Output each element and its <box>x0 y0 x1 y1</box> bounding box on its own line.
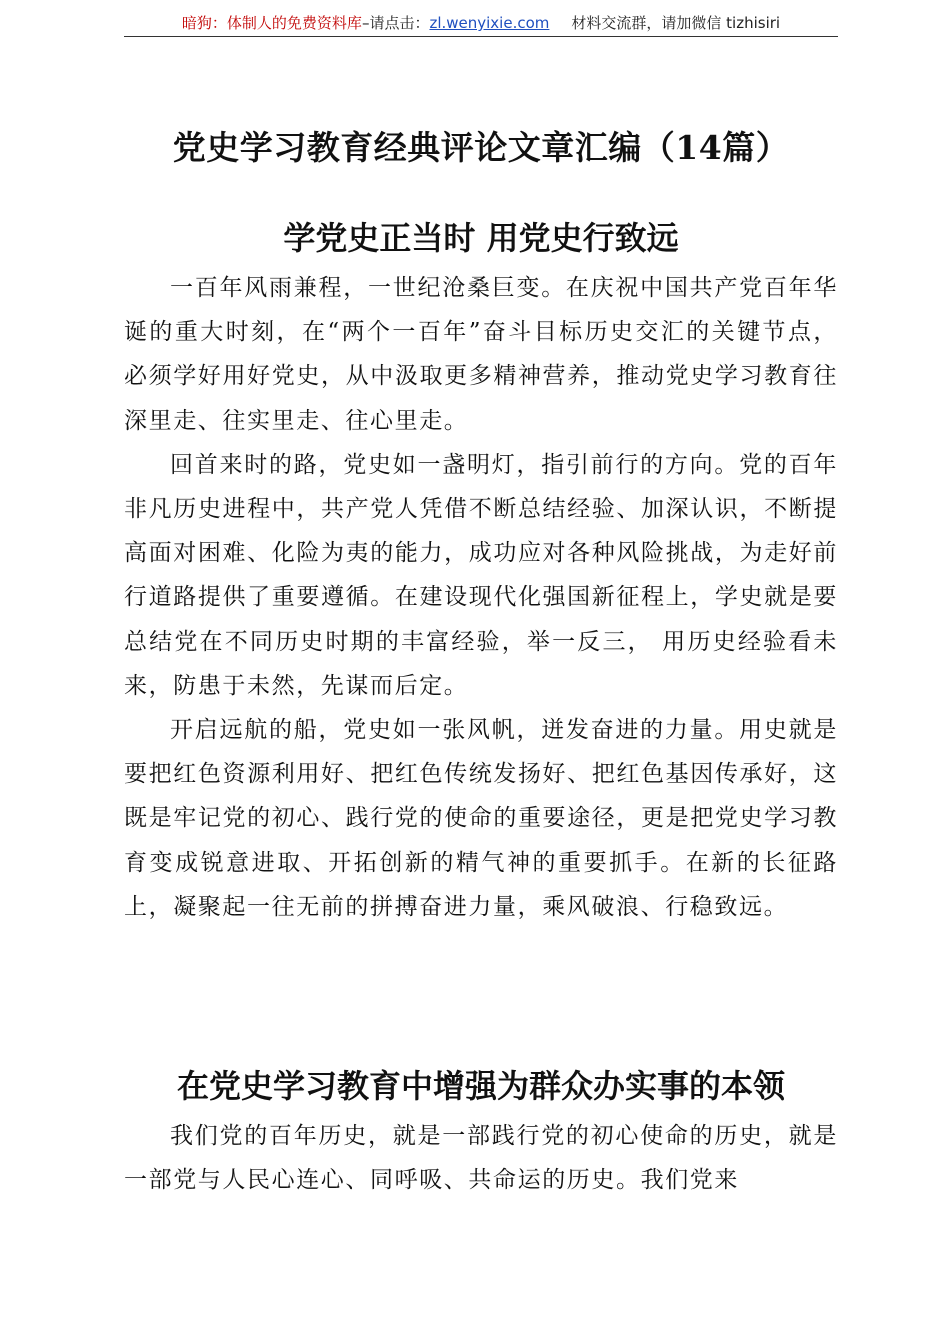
header-note: 材料交流群，请加微信 tizhisiri <box>571 14 781 32</box>
header-link[interactable]: zl.wenyixie.com <box>429 14 550 32</box>
header-prompt: –请点击： <box>361 14 430 32</box>
article-1 <box>124 210 838 929</box>
article-paragraph: 回首来时的路，党史如一盏明灯，指引前行的方向。党的百年非凡历史进程中，共产党人凭借不断总结经验、加深认识，不断提高面对困难、化险为夷的能力，成功应对各种风险挑战，为走好前行道路提供了重要遵循。在建设现代化强国新征程上，学史就是要总结党在不同历史时期的丰富经验，举一反三， 用历史经验看未来，防患于未然，先谋而后定。 <box>124 451 838 699</box>
article-paragraph: 我们党的百年历史，就是一部践行党的初心使命的历史，就是一部党与人民心连心、同呼吸、共命运的历史。我们党来 <box>124 1123 838 1194</box>
article-paragraph: 开启远航的船，党史如一张风帆，迸发奋进的力量。用史就是要把红色资源利用好、把红色传统发扬好、把红色基因传承好，这既是牢记党的初心、践行党的使命的重要途径，更是把党史学习教育变成锐意进取、开拓创新的精气神的重要抓手。在新的长征路上，凝聚起一往无前的拼搏奋进力量，乘风破浪、行稳致远。 <box>124 717 838 920</box>
page-header <box>124 12 838 37</box>
article-title: 学党史正当时 用党史行致远 <box>283 219 679 257</box>
document-title: 党史学习教育经典评论文章汇编（14篇） <box>172 128 790 167</box>
article-paragraph: 一百年风雨兼程，一世纪沧桑巨变。在庆祝中国共产党百年华诞的重大时刻，在“两个一百年”奋斗目标历史交汇的关键节点，必须学好用好党史，从中汲取更多精神营养，推动党史学习教育往深里走、往实里走、往心里走。 <box>124 275 838 434</box>
header-brand: 暗狗：体制人的免费资料库 <box>181 14 362 32</box>
article-title: 在党史学习教育中增强为群众办实事的本领 <box>176 1067 785 1105</box>
article-2 <box>124 1058 838 1202</box>
